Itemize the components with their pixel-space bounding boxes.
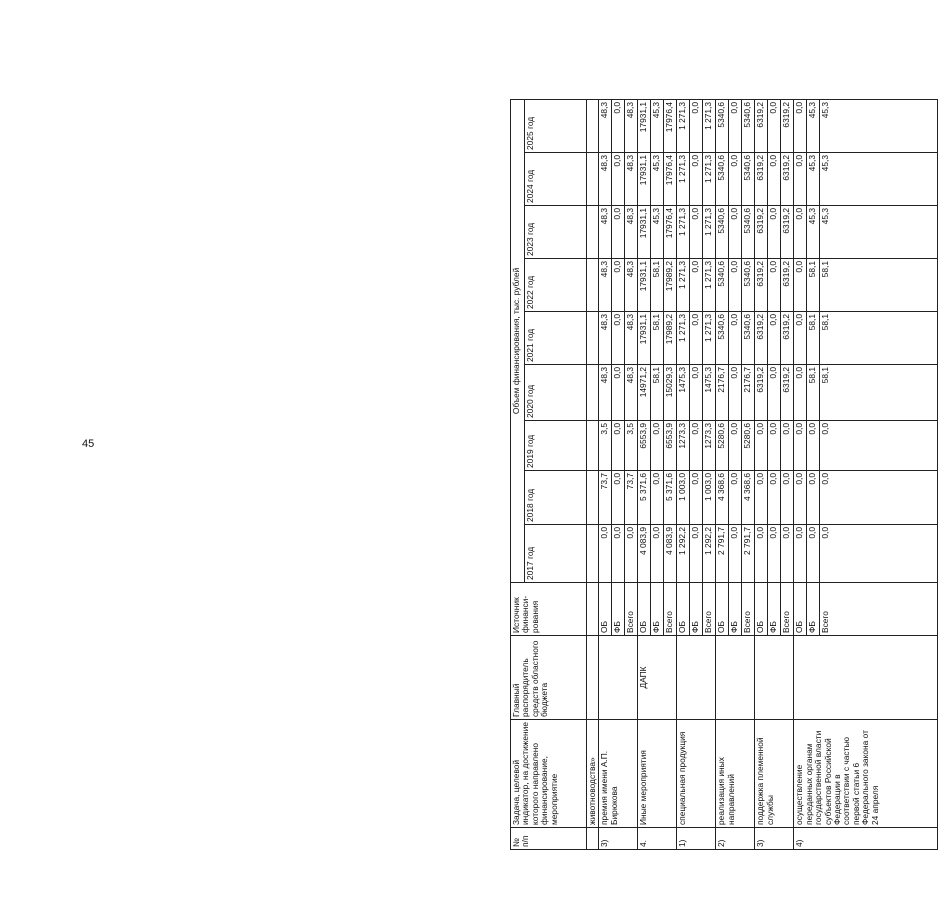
value-cell: 0,0 — [781, 471, 794, 525]
source-cell: ОБ — [638, 583, 651, 636]
source-cell: ОБ — [794, 583, 807, 636]
value-cell: 4 368,6 — [742, 471, 755, 525]
header-volume: Объем финансирования, тыс. рублей — [511, 99, 525, 582]
value-cell: 45,3 — [807, 99, 820, 152]
value-cell: 1273,3 — [703, 421, 716, 471]
value-cell: 6319,2 — [755, 99, 768, 152]
value-cell: 0,0 — [807, 471, 820, 525]
source-cell: ФБ — [807, 583, 820, 636]
value-cell: 0,0 — [612, 525, 625, 583]
value-cell: 2176,7 — [742, 365, 755, 421]
table-body — [587, 99, 938, 849]
value-cell: 3,5 — [625, 421, 638, 471]
value-cell: 5 371,6 — [664, 471, 677, 525]
value-cell: 58,1 — [820, 259, 938, 312]
value-cell: 1 271,3 — [677, 99, 690, 152]
value-cell: 5340,6 — [742, 312, 755, 365]
value-cell: 6319,2 — [781, 365, 794, 421]
value-cell: 0,0 — [768, 312, 781, 365]
value-cell: 45,3 — [820, 99, 938, 152]
table-row — [677, 99, 690, 849]
source-cell: Всего — [820, 583, 938, 636]
value-cell: 45,3 — [807, 153, 820, 206]
value-cell: 0,0 — [612, 153, 625, 206]
value-cell: 6319,2 — [781, 99, 794, 152]
value-cell: 6319,2 — [781, 259, 794, 312]
value-cell: 6319,2 — [755, 206, 768, 259]
value-cell: 0,0 — [690, 259, 703, 312]
value-cell: 0,0 — [794, 471, 807, 525]
value-cell: 0,0 — [768, 365, 781, 421]
source-cell: Всего — [781, 583, 794, 636]
value-cell: 0,0 — [768, 259, 781, 312]
value-cell: 48,3 — [625, 153, 638, 206]
value-cell: 58,1 — [651, 312, 664, 365]
value-cell: 0,0 — [794, 259, 807, 312]
value-cell: 0,0 — [690, 99, 703, 152]
value-cell: 5280,6 — [742, 421, 755, 471]
table-row — [755, 99, 768, 849]
header-year: 2020 год — [525, 365, 587, 421]
value-cell: 5340,6 — [742, 259, 755, 312]
value-cell: 0,0 — [768, 153, 781, 206]
header-manager: Главный распорядитель средств областного бюджета — [511, 636, 587, 720]
source-cell: Всего — [664, 583, 677, 636]
value-cell: 0,0 — [768, 525, 781, 583]
value-cell: 0,0 — [781, 525, 794, 583]
value-cell: 48,3 — [599, 312, 612, 365]
row-task-name: реализация иных направлений — [716, 720, 755, 828]
financing-table — [510, 99, 938, 850]
source-cell: ОБ — [599, 583, 612, 636]
value-cell: 1475,3 — [677, 365, 690, 421]
row-number: 1) — [677, 828, 716, 850]
value-cell: 0,0 — [820, 525, 938, 583]
value-cell: 0,0 — [729, 471, 742, 525]
value-cell: 2 791,7 — [716, 525, 729, 583]
continuation-text: животноводства» — [587, 720, 599, 828]
table-row — [716, 99, 729, 849]
value-cell: 1 292,2 — [703, 525, 716, 583]
value-cell: 1 271,3 — [703, 153, 716, 206]
value-cell: 58,1 — [807, 312, 820, 365]
header-year: 2023 год — [525, 206, 587, 259]
value-cell: 1 271,3 — [677, 259, 690, 312]
value-cell: 0,0 — [794, 312, 807, 365]
value-cell: 0,0 — [690, 471, 703, 525]
value-cell: 0,0 — [807, 421, 820, 471]
source-cell: ОБ — [755, 583, 768, 636]
value-cell: 17931,1 — [638, 206, 651, 259]
value-cell: 0,0 — [794, 421, 807, 471]
value-cell: 58,1 — [820, 365, 938, 421]
value-cell: 0,0 — [729, 365, 742, 421]
value-cell: 0,0 — [612, 365, 625, 421]
value-cell: 48,3 — [599, 153, 612, 206]
row-number: 3) — [599, 828, 638, 850]
value-cell: 5340,6 — [716, 312, 729, 365]
value-cell: 2 791,7 — [742, 525, 755, 583]
value-cell: 0,0 — [690, 525, 703, 583]
value-cell: 6319,2 — [755, 259, 768, 312]
value-cell: 14971,2 — [638, 365, 651, 421]
value-cell: 0,0 — [729, 525, 742, 583]
value-cell: 6319,2 — [755, 153, 768, 206]
value-cell: 0,0 — [729, 259, 742, 312]
page-number: 45 — [82, 438, 95, 450]
value-cell: 0,0 — [729, 206, 742, 259]
value-cell: 6553,9 — [638, 421, 651, 471]
header-year: 2019 год — [525, 421, 587, 471]
value-cell: 0,0 — [820, 421, 938, 471]
value-cell: 48,3 — [625, 99, 638, 152]
row-task-name: поддержка племенной службы — [755, 720, 794, 828]
table-row — [638, 99, 651, 849]
source-cell: ОБ — [716, 583, 729, 636]
row-manager — [755, 636, 794, 720]
row-number: 3) — [755, 828, 794, 850]
value-cell: 17931,1 — [638, 99, 651, 152]
continuation-row — [587, 99, 599, 849]
source-cell: ФБ — [690, 583, 703, 636]
value-cell: 0,0 — [690, 312, 703, 365]
header-task: Задача, целевой индикатор, на достижение которого направлено финансирование, мероприятие — [511, 720, 587, 828]
value-cell: 0,0 — [807, 525, 820, 583]
header-year: 2024 год — [525, 153, 587, 206]
row-manager — [716, 636, 755, 720]
value-cell: 0,0 — [612, 259, 625, 312]
value-cell: 0,0 — [794, 365, 807, 421]
table-row — [599, 99, 612, 849]
row-number: 2) — [716, 828, 755, 850]
value-cell: 5340,6 — [716, 99, 729, 152]
value-cell: 1 271,3 — [677, 312, 690, 365]
value-cell: 5340,6 — [716, 259, 729, 312]
header-source: Источник финанси-рования — [511, 583, 587, 636]
row-number: 4) — [794, 828, 938, 850]
value-cell: 17976,4 — [664, 206, 677, 259]
value-cell: 5 371,6 — [638, 471, 651, 525]
value-cell: 45,3 — [807, 206, 820, 259]
value-cell: 58,1 — [820, 312, 938, 365]
value-cell: 0,0 — [755, 421, 768, 471]
value-cell: 0,0 — [612, 312, 625, 365]
value-cell: 5340,6 — [716, 153, 729, 206]
value-cell: 1 271,3 — [703, 206, 716, 259]
value-cell: 17976,4 — [664, 153, 677, 206]
value-cell: 0,0 — [768, 99, 781, 152]
value-cell: 17976,4 — [664, 99, 677, 152]
value-cell: 1 271,3 — [703, 312, 716, 365]
value-cell: 0,0 — [690, 365, 703, 421]
rotated-table-container — [510, 100, 912, 850]
value-cell: 0,0 — [729, 99, 742, 152]
value-cell: 0,0 — [755, 471, 768, 525]
value-cell: 15029,3 — [664, 365, 677, 421]
value-cell: 6319,2 — [755, 365, 768, 421]
value-cell: 4 083,9 — [664, 525, 677, 583]
source-cell: ФБ — [651, 583, 664, 636]
value-cell: 5340,6 — [742, 153, 755, 206]
row-task-name: Иные мероприятия — [638, 720, 677, 828]
source-cell: ФБ — [729, 583, 742, 636]
source-cell: Всего — [703, 583, 716, 636]
value-cell: 48,3 — [599, 365, 612, 421]
value-cell: 1 271,3 — [677, 206, 690, 259]
value-cell: 1 271,3 — [703, 99, 716, 152]
value-cell: 48,3 — [599, 259, 612, 312]
value-cell: 58,1 — [807, 365, 820, 421]
value-cell: 6319,2 — [781, 206, 794, 259]
row-manager — [677, 636, 716, 720]
value-cell: 0,0 — [781, 421, 794, 471]
value-cell: 48,3 — [599, 206, 612, 259]
value-cell: 45,3 — [820, 206, 938, 259]
value-cell: 17989,2 — [664, 259, 677, 312]
value-cell: 45,3 — [820, 153, 938, 206]
value-cell: 0,0 — [820, 471, 938, 525]
value-cell: 0,0 — [794, 206, 807, 259]
row-task-name: премия имени А.П. Бирюкова — [599, 720, 638, 828]
value-cell: 6553,9 — [664, 421, 677, 471]
value-cell: 1475,3 — [703, 365, 716, 421]
header-year: 2021 год — [525, 312, 587, 365]
value-cell: 0,0 — [612, 421, 625, 471]
value-cell: 1 003,0 — [703, 471, 716, 525]
value-cell: 0,0 — [690, 421, 703, 471]
value-cell: 5340,6 — [742, 99, 755, 152]
header-year: 2017 год — [525, 525, 587, 583]
value-cell: 45,3 — [651, 206, 664, 259]
value-cell: 1273,3 — [677, 421, 690, 471]
value-cell: 0,0 — [651, 525, 664, 583]
value-cell: 48,3 — [625, 365, 638, 421]
source-cell: Всего — [625, 583, 638, 636]
value-cell: 6319,2 — [755, 312, 768, 365]
value-cell: 48,3 — [599, 99, 612, 152]
value-cell: 73,7 — [625, 471, 638, 525]
value-cell: 5280,6 — [716, 421, 729, 471]
value-cell: 0,0 — [690, 153, 703, 206]
value-cell: 0,0 — [651, 421, 664, 471]
header-year: 2022 год — [525, 259, 587, 312]
value-cell: 45,3 — [651, 99, 664, 152]
value-cell: 0,0 — [625, 525, 638, 583]
value-cell: 6319,2 — [781, 312, 794, 365]
value-cell: 17931,1 — [638, 259, 651, 312]
row-manager — [599, 636, 638, 720]
row-manager: ДАПК — [638, 636, 677, 720]
value-cell: 58,1 — [651, 365, 664, 421]
value-cell: 17931,1 — [638, 312, 651, 365]
source-cell: ФБ — [612, 583, 625, 636]
value-cell: 6319,2 — [781, 153, 794, 206]
value-cell: 0,0 — [612, 206, 625, 259]
value-cell: 48,3 — [625, 206, 638, 259]
value-cell: 0,0 — [612, 99, 625, 152]
value-cell: 3,5 — [599, 421, 612, 471]
value-cell: 1 292,2 — [677, 525, 690, 583]
value-cell: 0,0 — [755, 525, 768, 583]
value-cell: 17989,2 — [664, 312, 677, 365]
source-cell: ОБ — [677, 583, 690, 636]
value-cell: 0,0 — [599, 525, 612, 583]
header-num: № п/п — [511, 828, 587, 850]
value-cell: 2176,7 — [716, 365, 729, 421]
value-cell: 0,0 — [794, 99, 807, 152]
value-cell: 0,0 — [651, 471, 664, 525]
source-cell: ФБ — [768, 583, 781, 636]
source-cell: Всего — [742, 583, 755, 636]
value-cell: 73,7 — [599, 471, 612, 525]
row-task-name: специальная продукция — [677, 720, 716, 828]
value-cell: 5340,6 — [716, 206, 729, 259]
value-cell: 0,0 — [794, 153, 807, 206]
row-manager — [794, 636, 938, 720]
value-cell: 4 083,9 — [638, 525, 651, 583]
value-cell: 0,0 — [794, 525, 807, 583]
value-cell: 1 003,0 — [677, 471, 690, 525]
value-cell: 48,3 — [625, 259, 638, 312]
value-cell: 0,0 — [768, 421, 781, 471]
value-cell: 0,0 — [768, 206, 781, 259]
table-row — [794, 99, 807, 849]
value-cell: 45,3 — [651, 153, 664, 206]
value-cell: 1 271,3 — [677, 153, 690, 206]
value-cell: 58,1 — [807, 259, 820, 312]
value-cell: 0,0 — [729, 312, 742, 365]
row-task-name: осуществление переданных органам государственной власти субъектов Российской Федерации в соответствии с частью первой статьи 6 Федерального закона от 24 апреля — [794, 720, 938, 828]
row-number: 4. — [638, 828, 677, 850]
value-cell: 58,1 — [651, 259, 664, 312]
header-year: 2025 год — [525, 99, 587, 152]
value-cell: 0,0 — [729, 421, 742, 471]
value-cell: 48,3 — [625, 312, 638, 365]
value-cell: 5340,6 — [742, 206, 755, 259]
value-cell: 0,0 — [612, 471, 625, 525]
header-year: 2018 год — [525, 471, 587, 525]
value-cell: 0,0 — [729, 153, 742, 206]
value-cell: 0,0 — [768, 471, 781, 525]
value-cell: 17931,1 — [638, 153, 651, 206]
value-cell: 0,0 — [690, 206, 703, 259]
value-cell: 4 368,6 — [716, 471, 729, 525]
value-cell: 1 271,3 — [703, 259, 716, 312]
